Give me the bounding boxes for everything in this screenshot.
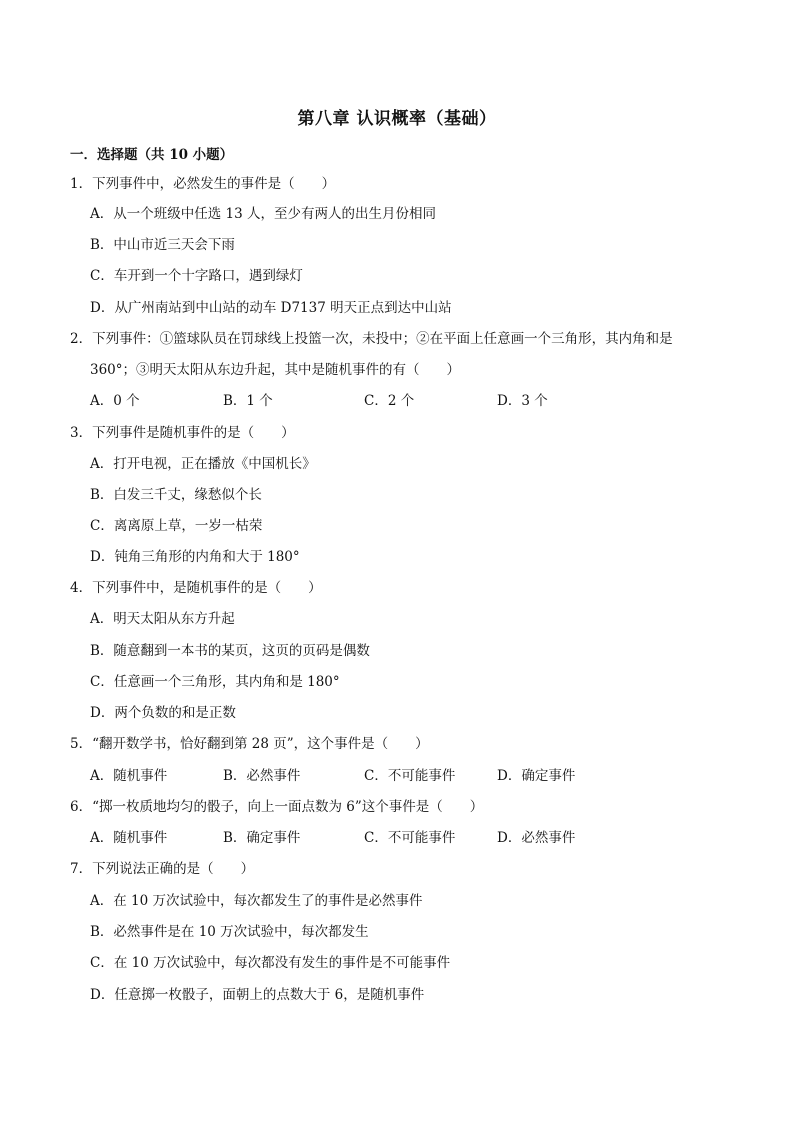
- question-6-option-d: D．必然事件: [497, 830, 576, 846]
- question-4-stem: 4．下列事件中，是随机事件的是（ ）: [70, 580, 322, 596]
- question-3-option-c: C．离离原上草，一岁一枯荣: [90, 518, 263, 534]
- question-5-option-c: C．不可能事件: [364, 768, 456, 784]
- question-3-option-a: A．打开电视，正在播放《中国机长》: [90, 456, 316, 472]
- question-5-stem: 5．“翻开数学书，恰好翻到第 28 页”，这个事件是（ ）: [70, 736, 429, 752]
- question-7-option-b: B．必然事件是在 10 万次试验中，每次都发生: [90, 924, 369, 940]
- question-4-option-c: C．任意画一个三角形，其内角和是 180°: [90, 674, 340, 690]
- question-3-stem: 3．下列事件是随机事件的是（ ）: [70, 425, 295, 441]
- question-2-stem-continued: 360°；③明天太阳从东边升起，其中是随机事件的有（ ）: [90, 362, 461, 378]
- question-7-option-c: C．在 10 万次试验中，每次都没有发生的事件是不可能事件: [90, 955, 451, 971]
- section-heading: 一．选择题（共 10 小题）: [70, 147, 234, 163]
- question-4-option-d: D．两个负数的和是正数: [90, 705, 236, 721]
- question-2-stem: 2．下列事件：①篮球队员在罚球线上投篮一次，未投中；②在平面上任意画一个三角形，其内角和是: [70, 331, 673, 347]
- question-5-option-d: D．确定事件: [497, 768, 576, 784]
- question-1-option-a: A．从一个班级中任选 13 人，至少有两人的出生月份相同: [90, 206, 437, 222]
- question-2-option-b: B．1 个: [223, 393, 273, 409]
- page-title: 第八章 认识概率（基础）: [297, 109, 497, 129]
- question-1-option-c: C．车开到一个十字路口，遇到绿灯: [90, 268, 303, 284]
- question-5-option-b: B．必然事件: [223, 768, 301, 784]
- question-3-option-b: B．白发三千丈，缘愁似个长: [90, 487, 262, 503]
- question-1-stem: 1．下列事件中，必然发生的事件是（ ）: [70, 176, 336, 192]
- question-6-option-c: C．不可能事件: [364, 830, 456, 846]
- question-2-option-d: D．3 个: [497, 393, 548, 409]
- question-7-stem: 7．下列说法正确的是（ ）: [70, 861, 255, 877]
- question-1-option-b: B．中山市近三天会下雨: [90, 237, 235, 253]
- question-2-option-a: A．0 个: [90, 393, 140, 409]
- question-6-option-a: A．随机事件: [90, 830, 168, 846]
- question-7-option-d: D．任意掷一枚骰子，面朝上的点数大于 6，是随机事件: [90, 987, 425, 1003]
- question-5-option-a: A．随机事件: [90, 768, 168, 784]
- question-7-option-a: A．在 10 万次试验中，每次都发生了的事件是必然事件: [90, 893, 423, 909]
- question-3-option-d: D．钝角三角形的内角和大于 180°: [90, 549, 300, 565]
- question-2-option-c: C．2 个: [364, 393, 415, 409]
- question-4-option-a: A．明天太阳从东方升起: [90, 611, 235, 627]
- question-6-stem: 6．“掷一枚质地均匀的骰子，向上一面点数为 6”这个事件是（ ）: [70, 799, 484, 815]
- question-1-option-d: D．从广州南站到中山站的动车 D7137 明天正点到达中山站: [90, 300, 452, 316]
- question-6-option-b: B．确定事件: [223, 830, 301, 846]
- question-4-option-b: B．随意翻到一本书的某页，这页的页码是偶数: [90, 643, 370, 659]
